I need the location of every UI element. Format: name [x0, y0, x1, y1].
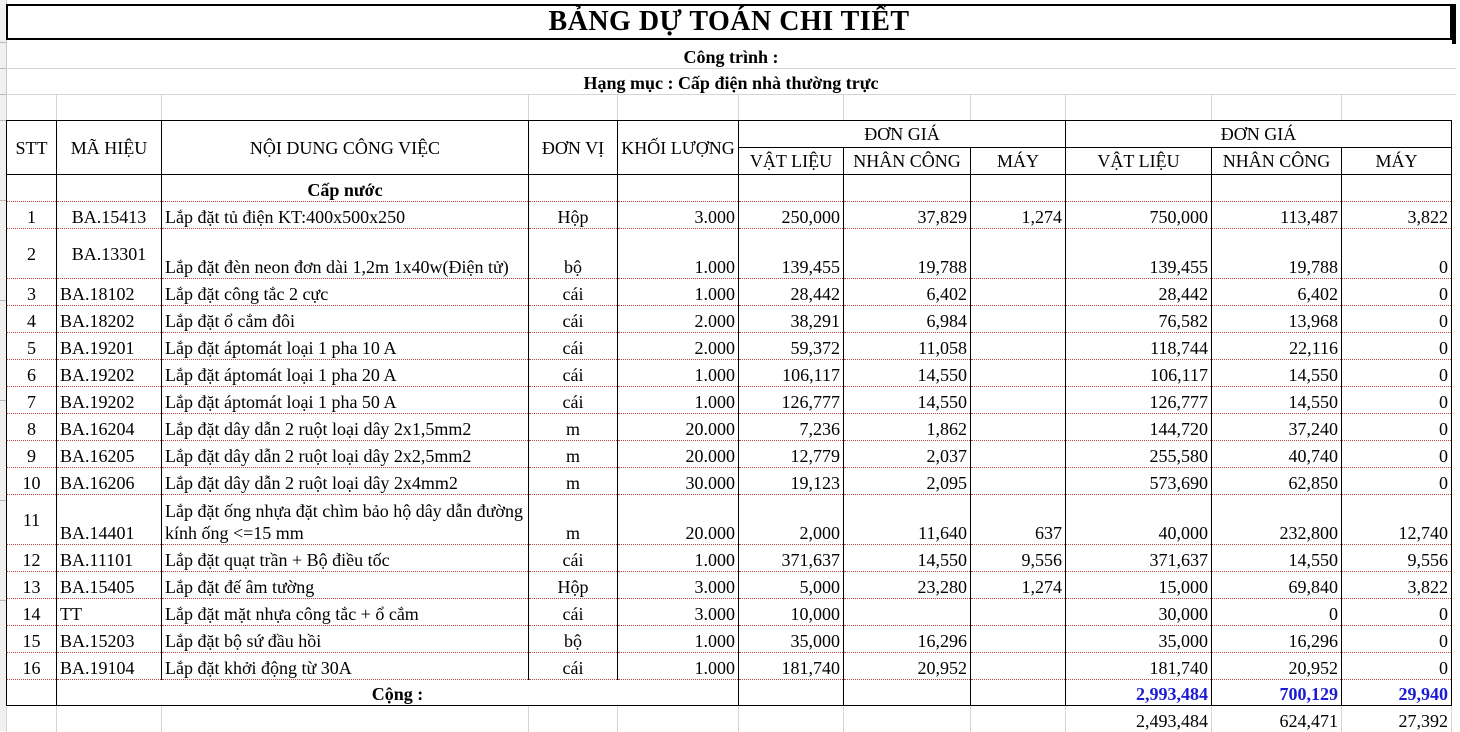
total-row: [7, 680, 1452, 706]
cell-tt-may[interactable]: 0: [1342, 306, 1452, 333]
cell-dg-vat-lieu[interactable]: 28,442: [739, 279, 844, 306]
cell-dg-nhan-cong[interactable]: 14,550: [844, 545, 971, 572]
cell-ma-hieu[interactable]: BA.19202: [57, 360, 162, 387]
header-tt-nhan-cong[interactable]: NHÂN CÔNG: [1212, 148, 1342, 175]
cell-dg-may[interactable]: [971, 387, 1066, 414]
cell-tt-nhan-cong[interactable]: 232,800: [1212, 495, 1342, 545]
cell-empty[interactable]: [618, 706, 739, 732]
cell-noi-dung[interactable]: Lắp đặt quạt trần + Bộ điều tốc: [162, 545, 529, 572]
cell-tt-vat-lieu[interactable]: 139,455: [1066, 229, 1212, 279]
cell-stt[interactable]: 13: [7, 572, 57, 599]
cell-ma-hieu[interactable]: BA.15203: [57, 626, 162, 653]
gridline: [738, 94, 739, 120]
cell-tt-nhan-cong[interactable]: 37,240: [1212, 414, 1342, 441]
cell-dg-vat-lieu[interactable]: 181,740: [739, 653, 844, 680]
extra-row: [7, 706, 1452, 732]
cell-khoi-luong[interactable]: 2.000: [618, 333, 739, 360]
cell-dg-vat-lieu[interactable]: 7,236: [739, 414, 844, 441]
cell-don-vi[interactable]: cái: [529, 333, 618, 360]
cell-noi-dung[interactable]: Lắp đặt áptomát loại 1 pha 20 A: [162, 360, 529, 387]
work-item-label[interactable]: Hạng mục : Cấp điện nhà thường trực: [583, 73, 879, 93]
cell-stt[interactable]: 5: [7, 333, 57, 360]
extra-may[interactable]: 27,392: [1342, 706, 1452, 732]
cell-tt-nhan-cong[interactable]: 16,296: [1212, 626, 1342, 653]
cell-ma-hieu[interactable]: BA.16206: [57, 468, 162, 495]
cell-noi-dung[interactable]: Lắp đặt đèn neon đơn dài 1,2m 1x40w(Điện tử): [162, 229, 529, 279]
cell-tt-vat-lieu[interactable]: 106,117: [1066, 360, 1212, 387]
cell-dg-nhan-cong[interactable]: 6,402: [844, 279, 971, 306]
cell-noi-dung[interactable]: Lắp đặt áptomát loại 1 pha 10 A: [162, 333, 529, 360]
gridline: [1211, 94, 1212, 120]
table-row: [7, 545, 1452, 572]
cell-tt-vat-lieu[interactable]: 573,690: [1066, 468, 1212, 495]
cell-khoi-luong[interactable]: 1.000: [618, 626, 739, 653]
cell-dg-vat-lieu[interactable]: 250,000: [739, 202, 844, 229]
cell-empty[interactable]: [7, 175, 57, 202]
cell-dg-vat-lieu[interactable]: 126,777: [739, 387, 844, 414]
gridline: [970, 94, 971, 120]
cell-dg-may[interactable]: [971, 306, 1066, 333]
cell-noi-dung[interactable]: Lắp đặt áptomát loại 1 pha 50 A: [162, 387, 529, 414]
cell-ma-hieu[interactable]: BA.19201: [57, 333, 162, 360]
table-row: [7, 387, 1452, 414]
cell-tt-vat-lieu[interactable]: 144,720: [1066, 414, 1212, 441]
cell-khoi-luong[interactable]: 1.000: [618, 360, 739, 387]
cell-don-vi[interactable]: cái: [529, 387, 618, 414]
extra-nhan-cong[interactable]: 624,471: [1212, 706, 1342, 732]
cell-empty[interactable]: [739, 706, 844, 732]
cell-stt[interactable]: 14: [7, 599, 57, 626]
header-stt[interactable]: STT: [7, 121, 57, 175]
cell-stt[interactable]: 7: [7, 387, 57, 414]
cell-dg-vat-lieu[interactable]: 38,291: [739, 306, 844, 333]
cell-noi-dung[interactable]: Lắp đặt ổ cắm đôi: [162, 306, 529, 333]
cell-don-vi[interactable]: cái: [529, 599, 618, 626]
cell-dg-vat-lieu[interactable]: 139,455: [739, 229, 844, 279]
cell-empty[interactable]: [1066, 175, 1212, 202]
cell-ma-hieu[interactable]: BA.15413: [57, 202, 162, 229]
cell-don-vi[interactable]: cái: [529, 653, 618, 680]
cell-tt-vat-lieu[interactable]: 371,637: [1066, 545, 1212, 572]
cell-tt-nhan-cong[interactable]: 14,550: [1212, 387, 1342, 414]
gridline: [843, 94, 844, 120]
cell-dg-nhan-cong[interactable]: 14,550: [844, 387, 971, 414]
cell-stt[interactable]: 11: [7, 495, 57, 545]
cell-empty[interactable]: [1342, 175, 1452, 202]
cell-tt-may[interactable]: 0: [1342, 599, 1452, 626]
table-row: [7, 468, 1452, 495]
cell-dg-may[interactable]: [971, 229, 1066, 279]
cell-stt[interactable]: 9: [7, 441, 57, 468]
cell-ma-hieu[interactable]: BA.15405: [57, 572, 162, 599]
cell-tt-vat-lieu[interactable]: 126,777: [1066, 387, 1212, 414]
cell-empty[interactable]: [7, 680, 57, 706]
cell-tt-nhan-cong[interactable]: 113,487: [1212, 202, 1342, 229]
cell-tt-nhan-cong[interactable]: 62,850: [1212, 468, 1342, 495]
cell-dg-nhan-cong[interactable]: 2,037: [844, 441, 971, 468]
gridline: [1341, 94, 1342, 120]
header-ma-hieu[interactable]: MÃ HIỆU: [57, 121, 162, 175]
cell-dg-may[interactable]: 1,274: [971, 572, 1066, 599]
header-khoi-luong[interactable]: KHỐI LƯỢNG: [618, 121, 739, 175]
gridline: [56, 94, 57, 120]
cell-noi-dung[interactable]: Lắp đặt tủ điện KT:400x500x250: [162, 202, 529, 229]
project-label[interactable]: Công trình :: [683, 47, 779, 67]
cell-tt-nhan-cong[interactable]: 0: [1212, 599, 1342, 626]
header-tt-vat-lieu[interactable]: VẬT LIỆU: [1066, 148, 1212, 175]
cell-tt-may[interactable]: 12,740: [1342, 495, 1452, 545]
cell-don-vi[interactable]: m: [529, 495, 618, 545]
cell-ma-hieu[interactable]: BA.18102: [57, 279, 162, 306]
cell-ma-hieu[interactable]: BA.16204: [57, 414, 162, 441]
cell-empty[interactable]: [971, 175, 1066, 202]
cell-khoi-luong[interactable]: 1.000: [618, 279, 739, 306]
cell-dg-nhan-cong[interactable]: 23,280: [844, 572, 971, 599]
cell-khoi-luong[interactable]: 3.000: [618, 202, 739, 229]
cell-selection-edge: [1452, 4, 1456, 44]
cell-don-vi[interactable]: bộ: [529, 626, 618, 653]
header-thanh-tien[interactable]: ĐƠN GIÁ: [1066, 121, 1452, 148]
cell-don-vi[interactable]: m: [529, 414, 618, 441]
cell-noi-dung[interactable]: Lắp đặt dây dẫn 2 ruột loại dây 2x2,5mm2: [162, 441, 529, 468]
cell-dg-vat-lieu[interactable]: 12,779: [739, 441, 844, 468]
table-row: [7, 333, 1452, 360]
cell-tt-nhan-cong[interactable]: 20,952: [1212, 653, 1342, 680]
cell-empty[interactable]: [1212, 175, 1342, 202]
cell-tt-vat-lieu[interactable]: 118,744: [1066, 333, 1212, 360]
header-noi-dung[interactable]: NỘI DUNG CÔNG VIỆC: [162, 121, 529, 175]
total-nhan-cong[interactable]: 700,129: [1212, 680, 1342, 706]
cell-stt[interactable]: 4: [7, 306, 57, 333]
section-row: [7, 175, 1452, 202]
cell-tt-may[interactable]: 0: [1342, 441, 1452, 468]
cell-noi-dung[interactable]: Lắp đặt công tắc 2 cực: [162, 279, 529, 306]
cell-stt[interactable]: 3: [7, 279, 57, 306]
header-dg-vat-lieu[interactable]: VẬT LIỆU: [739, 148, 844, 175]
cell-don-vi[interactable]: cái: [529, 306, 618, 333]
cell-empty[interactable]: [529, 706, 618, 732]
cell-tt-vat-lieu[interactable]: 181,740: [1066, 653, 1212, 680]
cell-empty[interactable]: [7, 706, 57, 732]
cell-dg-nhan-cong[interactable]: 37,829: [844, 202, 971, 229]
cell-noi-dung[interactable]: Lắp đặt bộ sứ đầu hồi: [162, 626, 529, 653]
table-row: [7, 414, 1452, 441]
header-don-vi[interactable]: ĐƠN VỊ: [529, 121, 618, 175]
cell-khoi-luong[interactable]: 20.000: [618, 495, 739, 545]
cell-khoi-luong[interactable]: 1.000: [618, 387, 739, 414]
cell-tt-may[interactable]: 0: [1342, 653, 1452, 680]
cell-dg-nhan-cong[interactable]: 14,550: [844, 360, 971, 387]
table-row: [7, 599, 1452, 626]
cell-dg-nhan-cong[interactable]: 11,058: [844, 333, 971, 360]
cell-tt-may[interactable]: 0: [1342, 360, 1452, 387]
cell-noi-dung[interactable]: Lắp đặt đế âm tường: [162, 572, 529, 599]
cell-stt[interactable]: 1: [7, 202, 57, 229]
cell-empty[interactable]: [529, 175, 618, 202]
cell-tt-may[interactable]: 3,822: [1342, 202, 1452, 229]
cell-dg-vat-lieu[interactable]: 106,117: [739, 360, 844, 387]
cell-stt[interactable]: 12: [7, 545, 57, 572]
estimate-table: [6, 120, 1452, 732]
cell-tt-vat-lieu[interactable]: 76,582: [1066, 306, 1212, 333]
cell-tt-vat-lieu[interactable]: 40,000: [1066, 495, 1212, 545]
cell-tt-nhan-cong[interactable]: 22,116: [1212, 333, 1342, 360]
cell-khoi-luong[interactable]: 2.000: [618, 306, 739, 333]
cell-empty[interactable]: [844, 706, 971, 732]
cell-dg-vat-lieu[interactable]: 35,000: [739, 626, 844, 653]
cell-don-vi[interactable]: cái: [529, 360, 618, 387]
cell-empty[interactable]: [57, 175, 162, 202]
table-row: [7, 653, 1452, 680]
cell-ma-hieu[interactable]: BA.16205: [57, 441, 162, 468]
cell-ma-hieu[interactable]: BA.13301: [57, 229, 162, 279]
cell-tt-may[interactable]: 0: [1342, 626, 1452, 653]
cell-dg-nhan-cong[interactable]: [844, 599, 971, 626]
table-row: [7, 441, 1452, 468]
cell-tt-may[interactable]: 0: [1342, 387, 1452, 414]
cell-tt-nhan-cong[interactable]: 40,740: [1212, 441, 1342, 468]
cell-noi-dung[interactable]: Lắp đặt dây dẫn 2 ruột loại dây 2x4mm2: [162, 468, 529, 495]
cell-dg-nhan-cong[interactable]: 6,984: [844, 306, 971, 333]
gridline: [161, 94, 162, 120]
cell-tt-may[interactable]: 0: [1342, 279, 1452, 306]
cell-empty[interactable]: [162, 706, 529, 732]
cell-tt-vat-lieu[interactable]: 750,000: [1066, 202, 1212, 229]
cell-don-vi[interactable]: cái: [529, 545, 618, 572]
cell-dg-may[interactable]: [971, 599, 1066, 626]
cell-empty[interactable]: [739, 175, 844, 202]
cell-dg-nhan-cong[interactable]: 16,296: [844, 626, 971, 653]
table-row: [7, 229, 1452, 279]
cell-khoi-luong[interactable]: 1.000: [618, 545, 739, 572]
cell-dg-vat-lieu[interactable]: 371,637: [739, 545, 844, 572]
cell-empty[interactable]: [739, 680, 844, 706]
cell-noi-dung[interactable]: Lắp đặt khởi động từ 30A: [162, 653, 529, 680]
cell-don-vi[interactable]: bộ: [529, 229, 618, 279]
cell-khoi-luong[interactable]: 3.000: [618, 572, 739, 599]
cell-tt-vat-lieu[interactable]: 28,442: [1066, 279, 1212, 306]
cell-dg-may[interactable]: 1,274: [971, 202, 1066, 229]
cell-dg-nhan-cong[interactable]: 11,640: [844, 495, 971, 545]
cell-khoi-luong[interactable]: 1.000: [618, 229, 739, 279]
cell-stt[interactable]: 16: [7, 653, 57, 680]
cell-stt[interactable]: 15: [7, 626, 57, 653]
cell-tt-nhan-cong[interactable]: 6,402: [1212, 279, 1342, 306]
table-row: [7, 626, 1452, 653]
sheet-title[interactable]: BẢNG DỰ TOÁN CHI TIẾT: [6, 4, 1452, 40]
cell-don-vi[interactable]: Hộp: [529, 202, 618, 229]
total-may[interactable]: 29,940: [1342, 680, 1452, 706]
cell-dg-may[interactable]: [971, 279, 1066, 306]
cell-ma-hieu[interactable]: TT: [57, 599, 162, 626]
total-label[interactable]: Cộng :: [57, 680, 739, 706]
cell-dg-nhan-cong[interactable]: 2,095: [844, 468, 971, 495]
table-row: [7, 279, 1452, 306]
cell-dg-may[interactable]: [971, 441, 1066, 468]
cell-dg-nhan-cong[interactable]: 20,952: [844, 653, 971, 680]
cell-tt-nhan-cong[interactable]: 14,550: [1212, 545, 1342, 572]
extra-vat-lieu[interactable]: 2,493,484: [1066, 706, 1212, 732]
cell-dg-nhan-cong[interactable]: 19,788: [844, 229, 971, 279]
cell-empty[interactable]: [844, 680, 971, 706]
cell-tt-may[interactable]: 0: [1342, 229, 1452, 279]
header-don-gia[interactable]: ĐƠN GIÁ: [739, 121, 1066, 148]
cell-tt-may[interactable]: 0: [1342, 468, 1452, 495]
cell-tt-nhan-cong[interactable]: 13,968: [1212, 306, 1342, 333]
cell-ma-hieu[interactable]: BA.19202: [57, 387, 162, 414]
table-row: [7, 306, 1452, 333]
cell-dg-may[interactable]: [971, 360, 1066, 387]
cell-tt-may[interactable]: 0: [1342, 333, 1452, 360]
cell-empty[interactable]: [844, 175, 971, 202]
cell-dg-may[interactable]: 9,556: [971, 545, 1066, 572]
table-row: [7, 572, 1452, 599]
cell-empty[interactable]: [57, 706, 162, 732]
cell-dg-may[interactable]: [971, 468, 1066, 495]
header-tt-may[interactable]: MÁY: [1342, 148, 1452, 175]
cell-ma-hieu[interactable]: BA.19104: [57, 653, 162, 680]
cell-tt-nhan-cong[interactable]: 14,550: [1212, 360, 1342, 387]
cell-khoi-luong[interactable]: 3.000: [618, 599, 739, 626]
cell-tt-vat-lieu[interactable]: 35,000: [1066, 626, 1212, 653]
cell-empty[interactable]: [618, 175, 739, 202]
cell-empty[interactable]: [971, 706, 1066, 732]
cell-tt-vat-lieu[interactable]: 30,000: [1066, 599, 1212, 626]
cell-noi-dung[interactable]: Lắp đặt ống nhựa đặt chìm bảo hộ dây dẫn đường kính ống <=15 mm: [162, 495, 529, 545]
cell-dg-may[interactable]: 637: [971, 495, 1066, 545]
cell-don-vi[interactable]: cái: [529, 279, 618, 306]
gridline: [528, 94, 529, 120]
cell-dg-may[interactable]: [971, 333, 1066, 360]
gridline: [617, 94, 618, 120]
cell-khoi-luong[interactable]: 30.000: [618, 468, 739, 495]
cell-dg-may[interactable]: [971, 653, 1066, 680]
cell-khoi-luong[interactable]: 20.000: [618, 414, 739, 441]
cell-dg-may[interactable]: [971, 626, 1066, 653]
header-dg-nhan-cong[interactable]: NHÂN CÔNG: [844, 148, 971, 175]
cell-dg-vat-lieu[interactable]: 2,000: [739, 495, 844, 545]
cell-stt[interactable]: 10: [7, 468, 57, 495]
cell-dg-may[interactable]: [971, 414, 1066, 441]
header-dg-may[interactable]: MÁY: [971, 148, 1066, 175]
cell-khoi-luong[interactable]: 1.000: [618, 653, 739, 680]
table-row: [7, 360, 1452, 387]
cell-ma-hieu[interactable]: BA.11101: [57, 545, 162, 572]
cell-tt-nhan-cong[interactable]: 69,840: [1212, 572, 1342, 599]
cell-ma-hieu[interactable]: BA.18202: [57, 306, 162, 333]
cell-ma-hieu[interactable]: BA.14401: [57, 495, 162, 545]
cell-don-vi[interactable]: m: [529, 468, 618, 495]
cell-tt-may[interactable]: 9,556: [1342, 545, 1452, 572]
gridline: [1065, 94, 1066, 120]
cell-tt-vat-lieu[interactable]: 255,580: [1066, 441, 1212, 468]
section-label[interactable]: Cấp nước: [162, 175, 529, 202]
cell-dg-vat-lieu[interactable]: 10,000: [739, 599, 844, 626]
cell-khoi-luong[interactable]: 20.000: [618, 441, 739, 468]
cell-stt[interactable]: 6: [7, 360, 57, 387]
cell-empty[interactable]: [971, 680, 1066, 706]
total-vat-lieu[interactable]: 2,993,484: [1066, 680, 1212, 706]
cell-tt-vat-lieu[interactable]: 15,000: [1066, 572, 1212, 599]
cell-don-vi[interactable]: Hộp: [529, 572, 618, 599]
cell-stt[interactable]: 2: [7, 229, 57, 279]
cell-stt[interactable]: 8: [7, 414, 57, 441]
cell-don-vi[interactable]: m: [529, 441, 618, 468]
cell-tt-may[interactable]: 0: [1342, 414, 1452, 441]
table-row: [7, 495, 1452, 545]
cell-noi-dung[interactable]: Lắp đặt dây dẫn 2 ruột loại dây 2x1,5mm2: [162, 414, 529, 441]
cell-tt-may[interactable]: 3,822: [1342, 572, 1452, 599]
cell-dg-nhan-cong[interactable]: 1,862: [844, 414, 971, 441]
cell-dg-vat-lieu[interactable]: 59,372: [739, 333, 844, 360]
cell-dg-vat-lieu[interactable]: 5,000: [739, 572, 844, 599]
cell-noi-dung[interactable]: Lắp đặt mặt nhựa công tắc + ổ cắm: [162, 599, 529, 626]
table-row: [7, 202, 1452, 229]
cell-dg-vat-lieu[interactable]: 19,123: [739, 468, 844, 495]
cell-tt-nhan-cong[interactable]: 19,788: [1212, 229, 1342, 279]
